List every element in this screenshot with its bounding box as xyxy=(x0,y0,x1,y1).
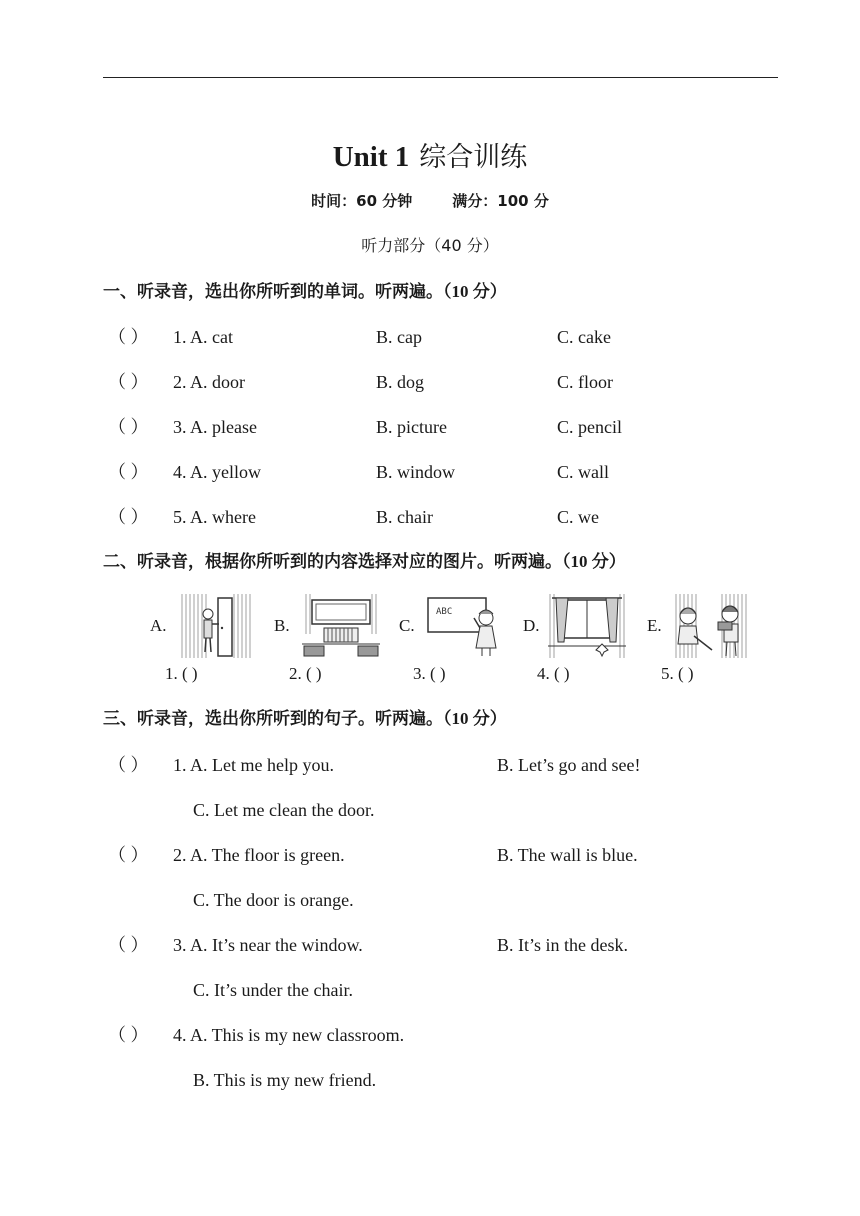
option-b: B. This is my new friend. xyxy=(193,1070,377,1090)
part-title: 听力部分（40 分） xyxy=(361,236,499,255)
answer-blank[interactable]: （ ） xyxy=(108,417,149,437)
section2-points: （10 分） xyxy=(562,552,626,571)
picture-letter-b: B. xyxy=(274,616,290,635)
picture-answer-blank[interactable]: 4. ( ) xyxy=(537,664,570,683)
section1-heading xyxy=(103,280,507,304)
blackboard-text: ABC xyxy=(436,607,453,617)
answer-blank[interactable]: （ ） xyxy=(108,327,149,347)
option-c: C. It’s under the chair. xyxy=(193,980,353,1000)
option-a: 4. A. This is my new classroom. xyxy=(173,1025,405,1045)
option-a: 1. A. Let me help you. xyxy=(173,755,334,775)
option-c: C. we xyxy=(557,507,599,527)
section3-points: （10 分） xyxy=(443,709,507,728)
answer-blank[interactable]: （ ） xyxy=(108,507,149,527)
picture-letter-d: D. xyxy=(523,616,540,635)
option-c: C. cake xyxy=(557,327,611,347)
section2-heading xyxy=(103,550,626,574)
exam-info xyxy=(0,190,860,212)
answer-blank[interactable]: （ ） xyxy=(108,845,149,865)
picture-options xyxy=(150,592,760,692)
option-a: 2. A. door xyxy=(173,372,245,392)
section3-heading xyxy=(103,707,507,731)
friends-picture xyxy=(672,594,750,658)
option-b: B. window xyxy=(376,462,456,482)
picture-letter-a: A. xyxy=(150,616,167,635)
answer-blank[interactable]: （ ） xyxy=(108,1025,149,1045)
option-a: 3. A. It’s near the window. xyxy=(173,935,363,955)
answer-blank[interactable]: （ ） xyxy=(108,935,149,955)
section3-heading-text: 三、听录音，选出你所听到的句子。听两遍。 xyxy=(103,709,443,729)
picture-letter-e: E. xyxy=(647,616,662,635)
option-c: C. Let me clean the door. xyxy=(193,800,375,820)
window-picture xyxy=(548,594,626,658)
title-cn: 综合训练 xyxy=(419,142,528,173)
picture-letter-c: C. xyxy=(399,616,415,635)
option-b: B. dog xyxy=(376,372,425,392)
option-c: C. floor xyxy=(557,372,613,392)
option-b: B. The wall is blue. xyxy=(497,845,638,865)
option-b: B. Let’s go and see! xyxy=(497,755,641,775)
picture-answer-blank[interactable]: 5. ( ) xyxy=(661,664,694,683)
option-a: 5. A. where xyxy=(173,507,256,527)
picture-answer-blank[interactable]: 3. ( ) xyxy=(413,664,446,683)
option-b: B. It’s in the desk. xyxy=(497,935,628,955)
section1-points: （10 分） xyxy=(443,282,507,301)
full-score: 满分：100 分 xyxy=(452,192,549,210)
blackboard-picture xyxy=(426,594,504,658)
option-c: C. wall xyxy=(557,462,609,482)
option-a: 4. A. yellow xyxy=(173,462,261,482)
title-en: Unit 1 xyxy=(332,141,410,173)
option-c: C. pencil xyxy=(557,417,622,437)
answer-blank[interactable]: （ ） xyxy=(108,462,149,482)
time-limit: 时间：60 分钟 xyxy=(311,192,413,210)
page-title xyxy=(0,138,860,177)
picture-answer-blank[interactable]: 2. ( ) xyxy=(289,664,322,683)
section1-heading-text: 一、听录音，选出你所听到的单词。听两遍。 xyxy=(103,282,443,302)
option-a: 1. A. cat xyxy=(173,327,233,347)
answer-blank[interactable]: （ ） xyxy=(108,372,149,392)
section2-heading-text: 二、听录音，根据你所听到的内容选择对应的图片。听两遍。 xyxy=(103,552,562,572)
option-a: 3. A. please xyxy=(173,417,257,437)
wall-picture xyxy=(302,594,380,658)
top-rule xyxy=(103,77,778,78)
option-a: 2. A. The floor is green. xyxy=(173,845,345,865)
option-c: C. The door is orange. xyxy=(193,890,354,910)
picture-answer-blank[interactable]: 1. ( ) xyxy=(165,664,198,683)
option-b: B. chair xyxy=(376,507,433,527)
option-b: B. cap xyxy=(376,327,422,347)
option-b: B. picture xyxy=(376,417,447,437)
answer-blank[interactable]: （ ） xyxy=(108,755,149,775)
door-picture xyxy=(178,594,256,658)
